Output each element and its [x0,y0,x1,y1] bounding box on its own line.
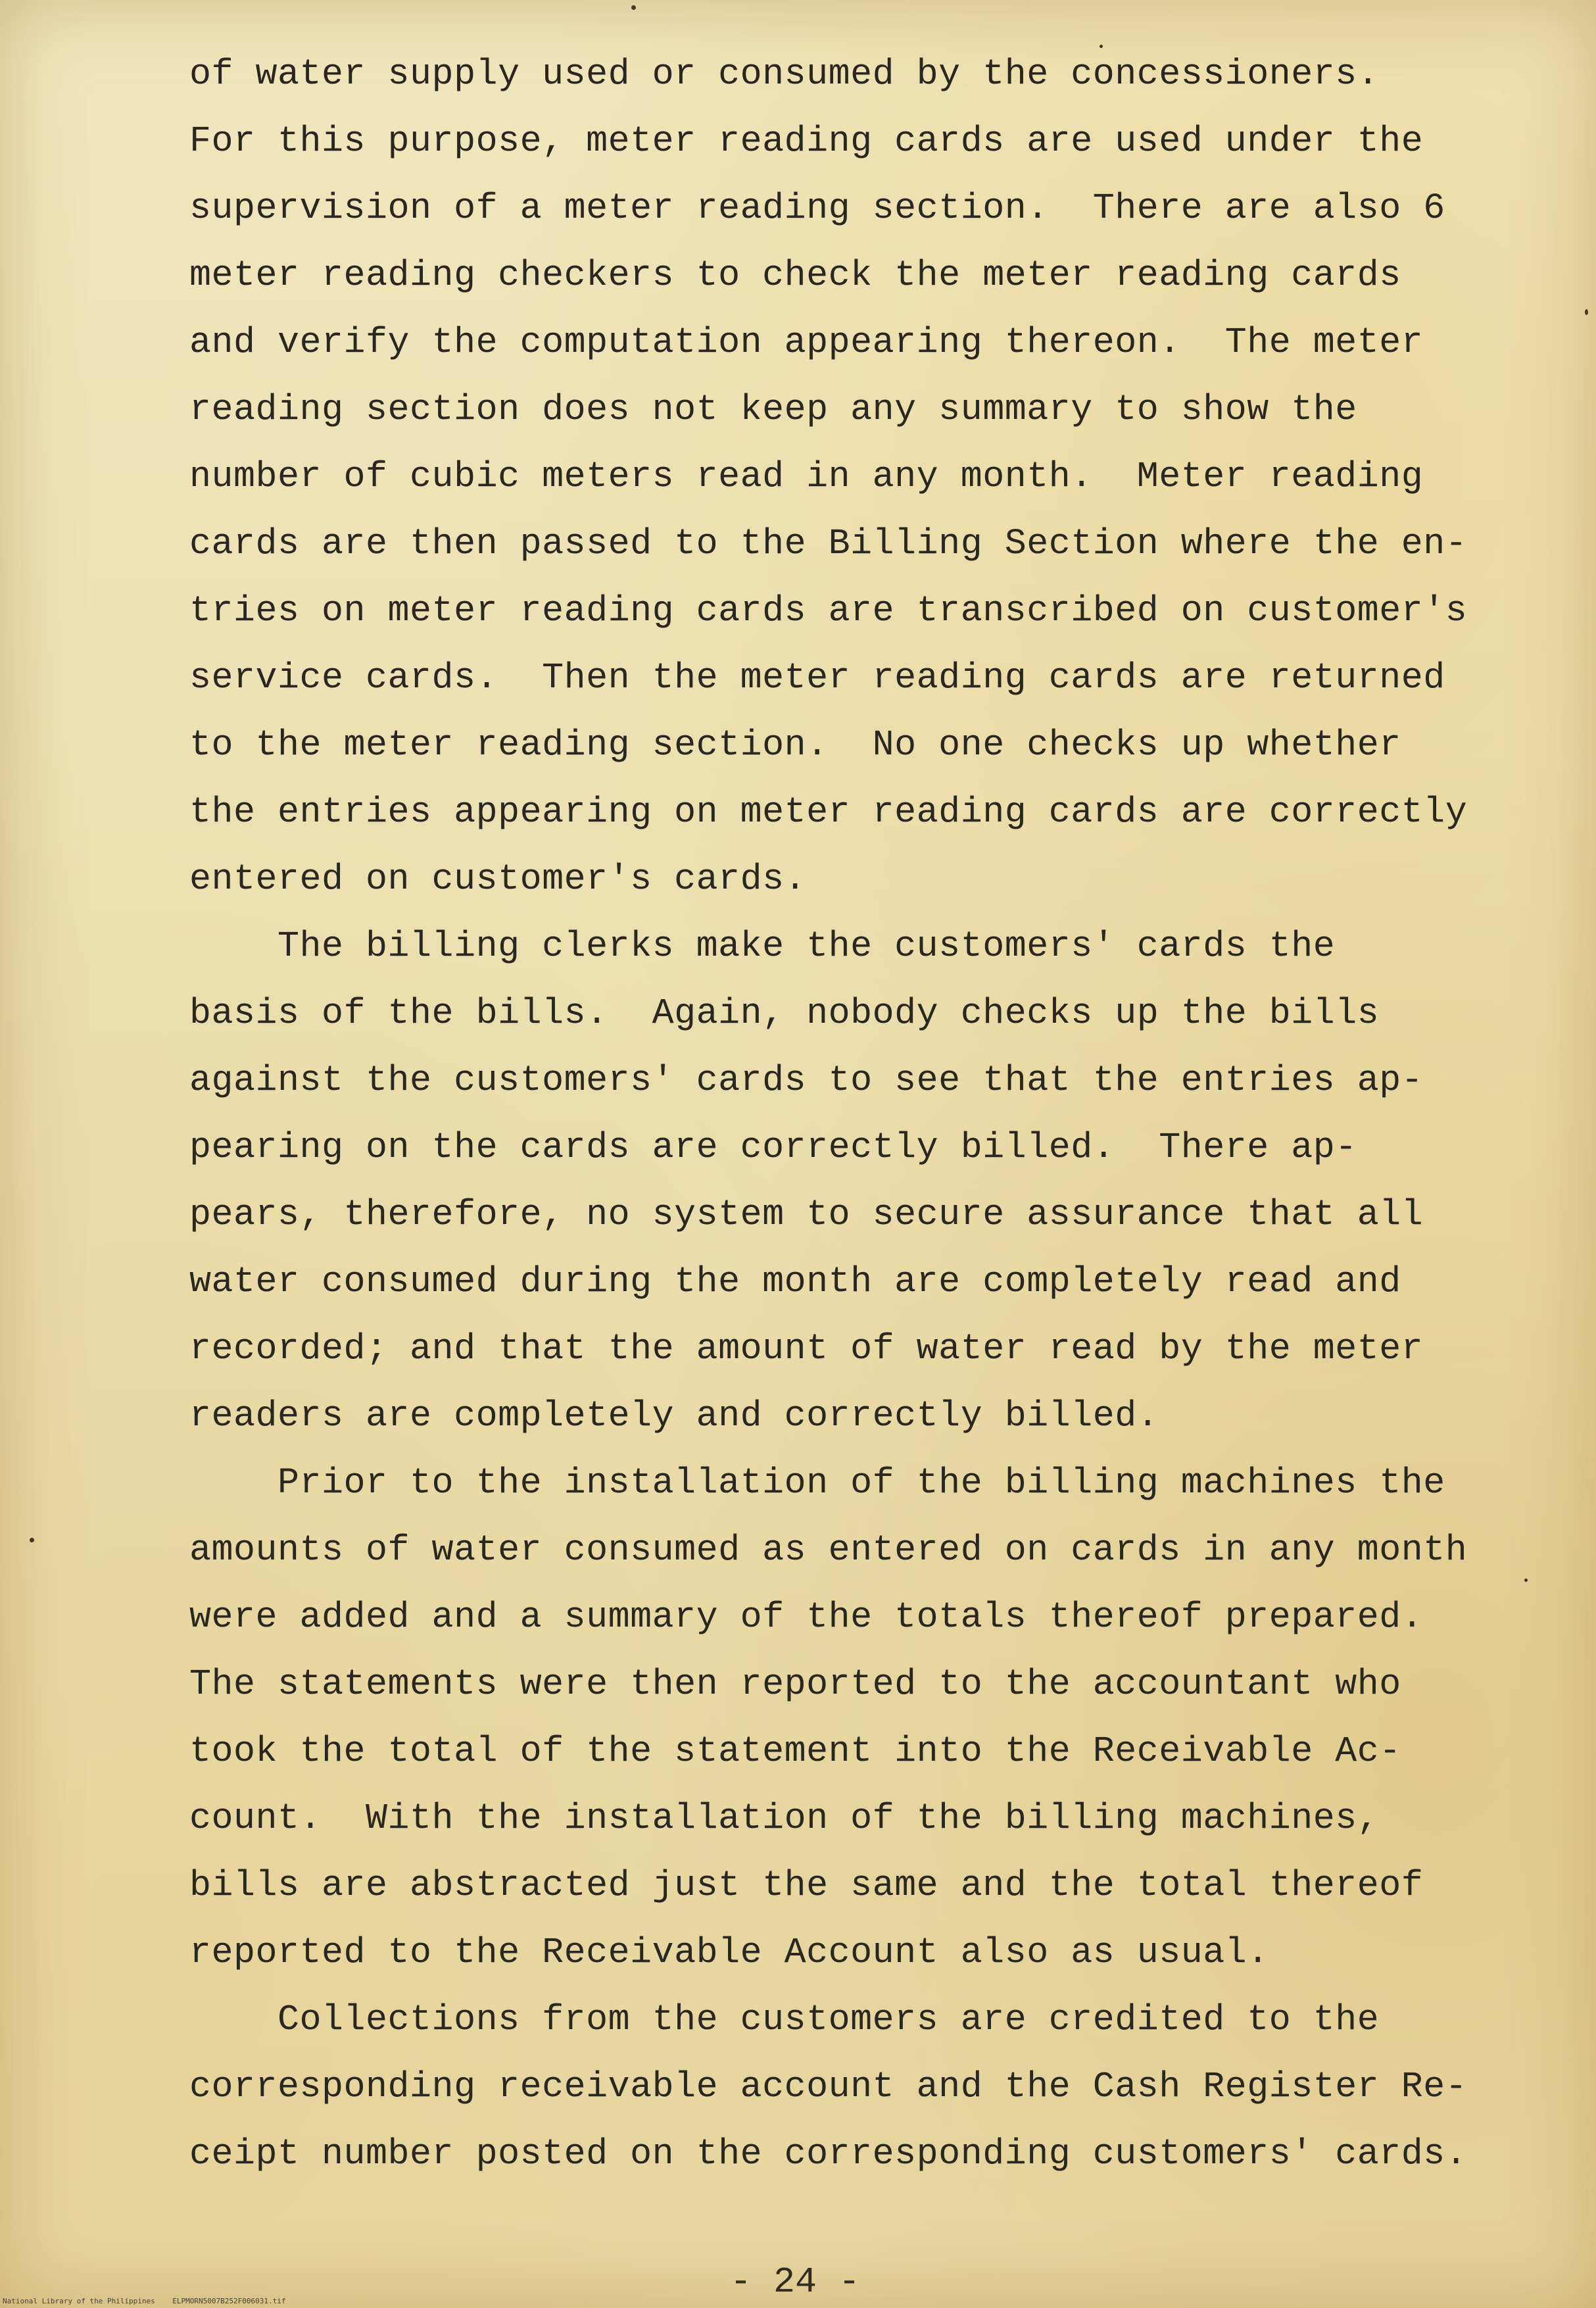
text-line: water consumed during the month are completely read and [189,1261,1401,1302]
text-line: to the meter reading section. No one checks up whether [189,724,1401,766]
text-line: pearing on the cards are correctly billed. There ap- [189,1127,1357,1168]
text-line: and verify the computation appearing thereon. The meter [189,322,1424,363]
text-line: supervision of a meter reading section. There are also 6 [189,187,1445,229]
text-line: ceipt number posted on the corresponding customers' cards. [189,2133,1468,2174]
text-line: The statements were then reported to the accountant who [189,1663,1401,1705]
paper-speck [1524,1579,1528,1582]
paper-speck [631,5,636,10]
text-line: against the customers' cards to see that the entries ap- [189,1060,1424,1101]
text-line: took the total of the statement into the Receivable Ac- [189,1731,1401,1772]
paper-speck [1585,309,1588,315]
text-line: bills are abstracted just the same and the total thereof [189,1865,1424,1906]
text-line: The billing clerks make the customers' cards the [189,925,1336,967]
text-line: entered on customer's cards. [189,858,807,900]
page-number: - 24 - [730,2261,861,2303]
text-line: corresponding receivable account and the Cash Register Re- [189,2066,1468,2107]
archive-footer-stamp: National Library of the Philippines ELPMORN5007B252F006031.tif [3,2297,286,2305]
text-line: Collections from the customers are credited to the [189,1999,1380,2040]
text-line: number of cubic meters read in any month. Meter reading [189,456,1424,497]
text-line: basis of the bills. Again, nobody checks up the bills [189,993,1380,1034]
text-line: count. With the installation of the billing machines, [189,1798,1380,1839]
paper-speck [30,1538,34,1542]
text-line: the entries appearing on meter reading cards are correctly [189,791,1468,833]
text-line: reading section does not keep any summary to show the [189,389,1357,430]
text-line: cards are then passed to the Billing Section where the en- [189,523,1468,564]
text-line: reported to the Receivable Account also as usual. [189,1932,1269,1973]
text-line: Prior to the installation of the billing machines the [189,1462,1445,1504]
text-line: tries on meter reading cards are transcribed on customer's [189,590,1468,631]
text-line: service cards. Then the meter reading cards are returned [189,657,1445,699]
text-line: meter reading checkers to check the meter reading cards [189,255,1401,296]
text-line: of water supply used or consumed by the concessioners. [189,53,1380,95]
text-line: were added and a summary of the totals thereof prepared. [189,1596,1424,1638]
paper-speck [1100,45,1103,48]
text-line: For this purpose, meter reading cards are used under the [189,120,1424,162]
text-line: amounts of water consumed as entered on cards in any month [189,1529,1468,1571]
body-text [189,41,1505,2188]
text-line: recorded; and that the amount of water read by the meter [189,1328,1424,1369]
text-line: pears, therefore, no system to secure assurance that all [189,1194,1424,1235]
text-line: readers are completely and correctly billed. [189,1395,1159,1436]
